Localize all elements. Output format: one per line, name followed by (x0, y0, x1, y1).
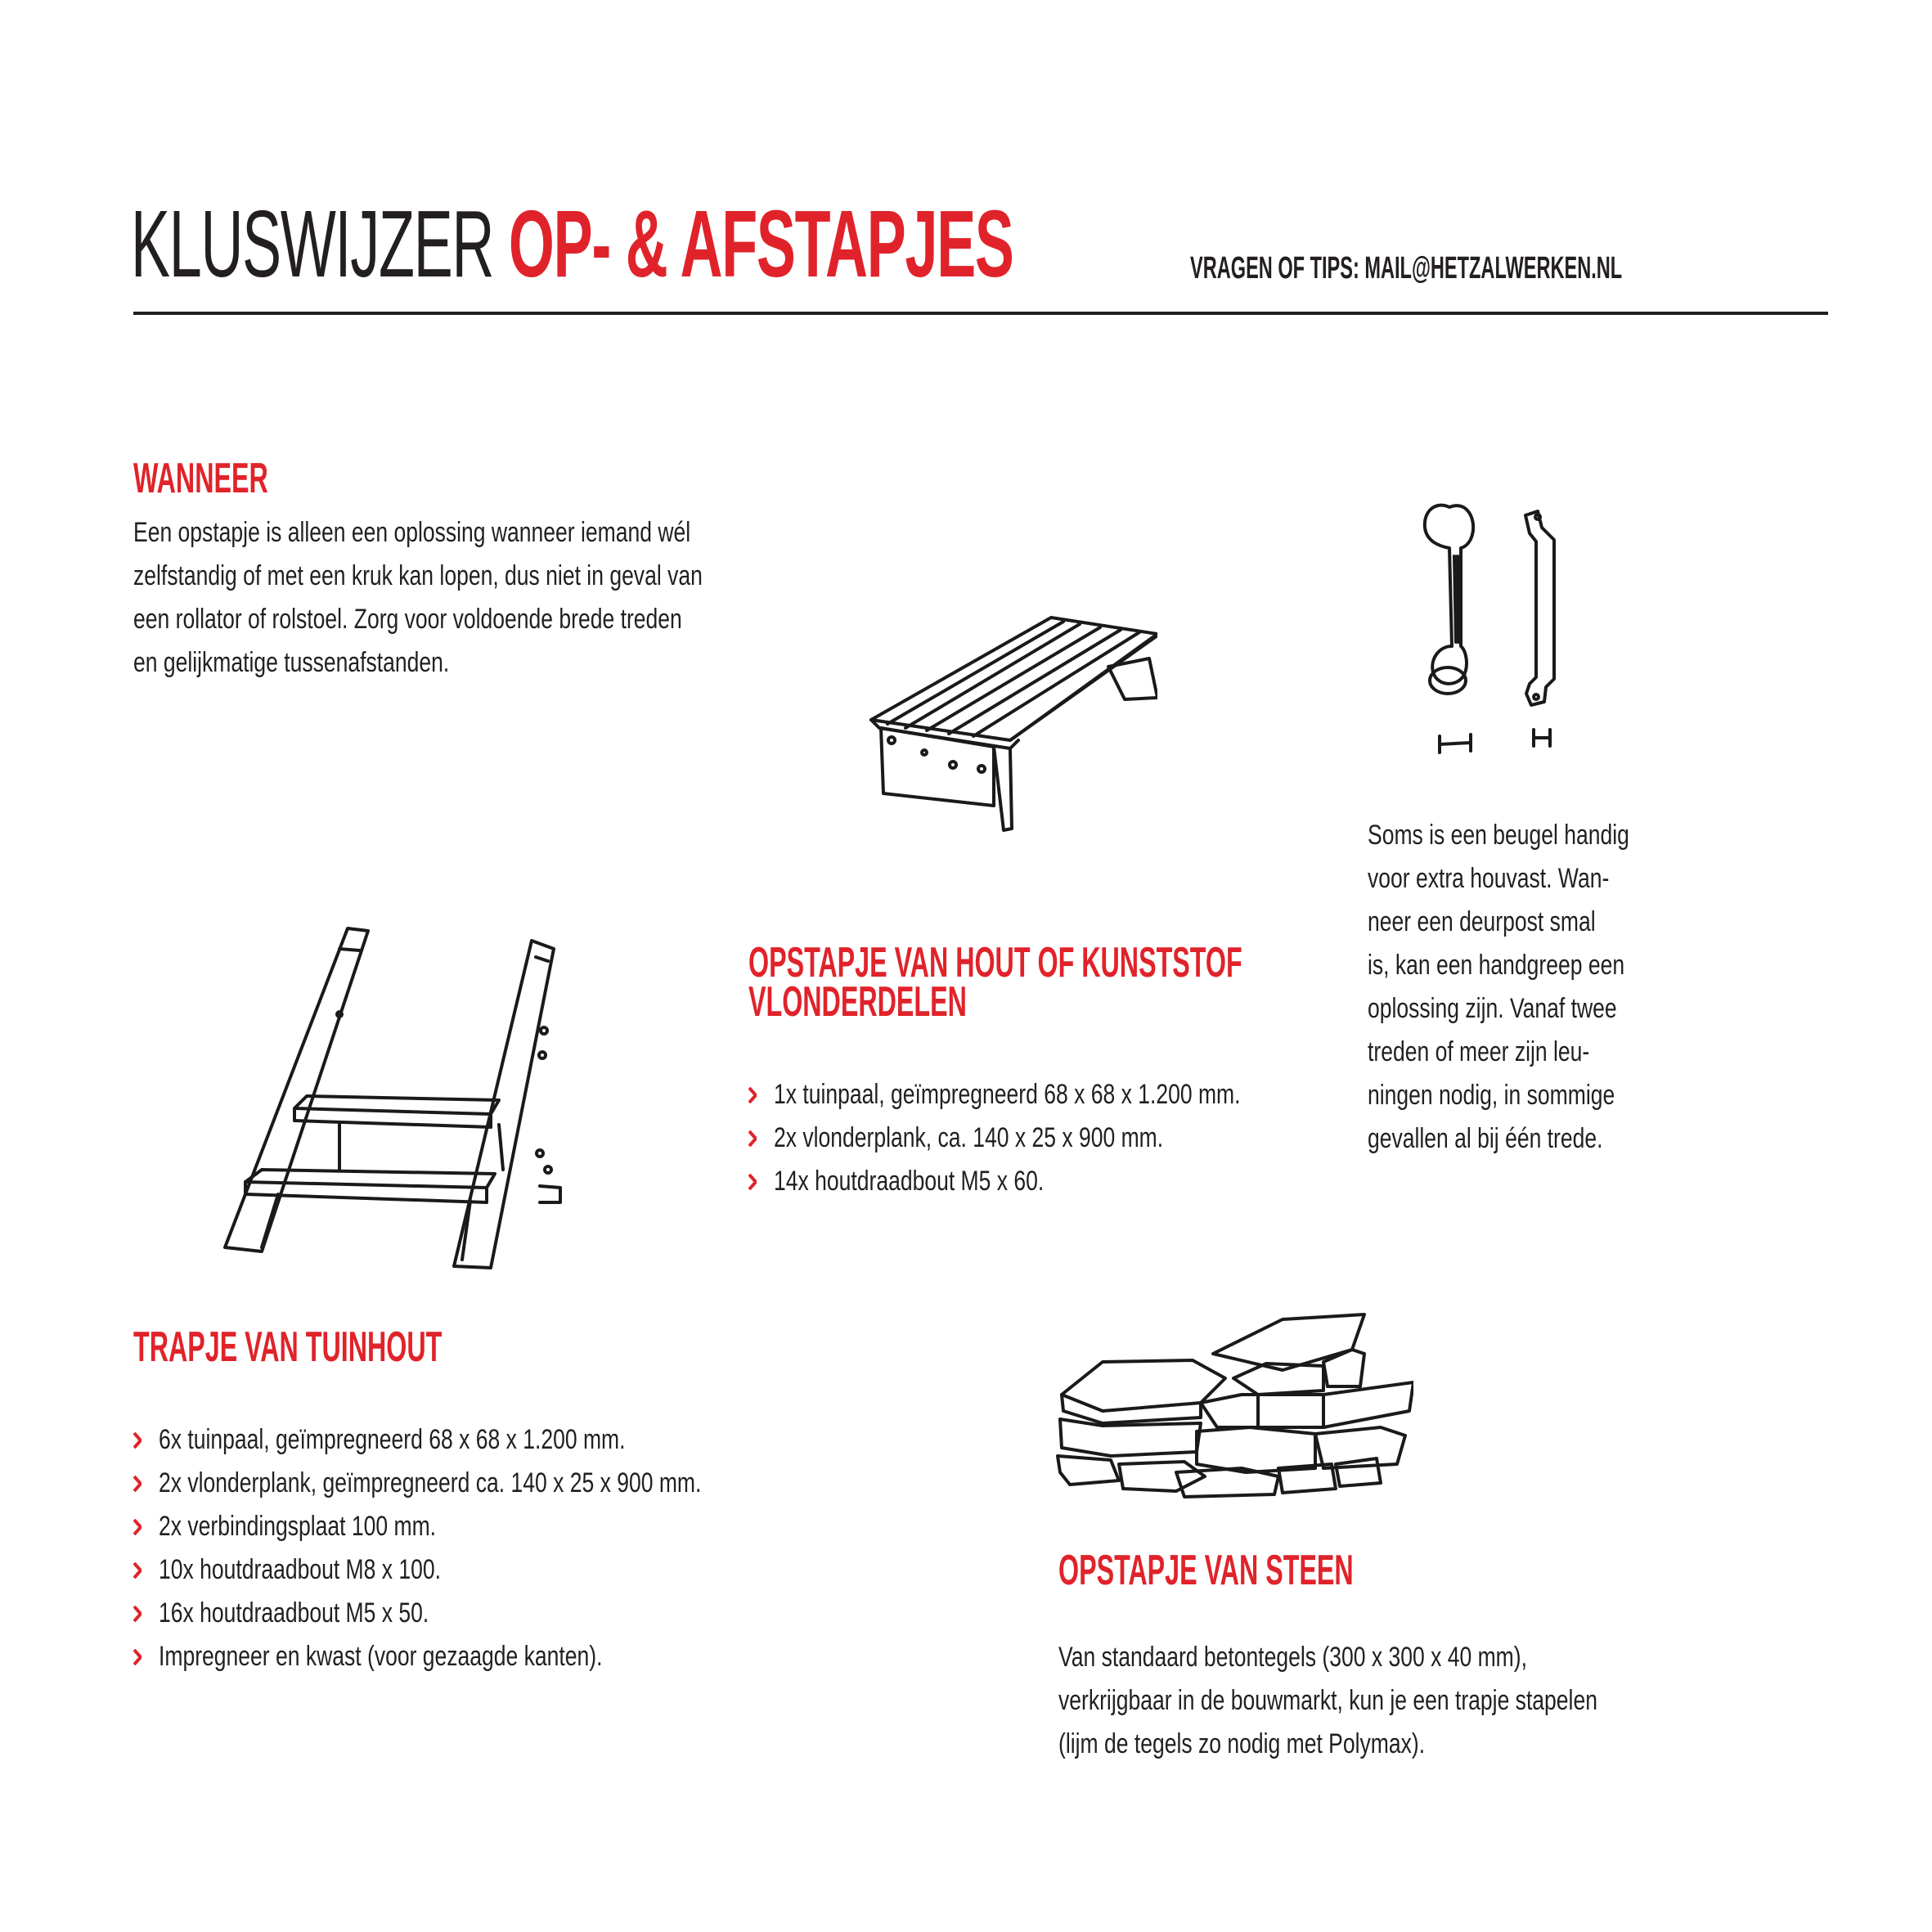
list-item-text: 14x houtdraadbout M5 x 60. (774, 1166, 1045, 1197)
list-item-text: Impregneer en kwast (voor gezaagde kanten). (159, 1641, 603, 1672)
wanneer-line: zelfstandig of met een kruk kan lopen, dus niet in geval van (133, 560, 703, 591)
steen-line: (lijm de tegels zo nodig met Polymax). (1058, 1728, 1426, 1759)
list-item (133, 1462, 854, 1505)
bullet-icon (133, 1562, 142, 1579)
beugel-paragraph (1368, 814, 1662, 1161)
hout-heading-line: VLONDERDELEN (748, 978, 967, 1026)
beugel-line: neer een deurpost smal (1368, 906, 1596, 937)
bullet-icon (133, 1606, 142, 1622)
bullet-icon (133, 1432, 142, 1449)
beugel-line: is, kan een handgreep een (1368, 950, 1625, 981)
header-divider (133, 312, 1828, 315)
list-item (133, 1592, 854, 1635)
garden-wood-stair-sketch (217, 924, 577, 1284)
bullet-icon (748, 1087, 757, 1103)
beugel-line: Soms is een beugel handig (1368, 820, 1629, 851)
contact-text: VRAGEN OF TIPS: MAIL@HETZALWERKEN.NL (1190, 251, 1623, 285)
list-item-text: 2x vlonderplank, geïmpregneerd ca. 140 x 25 x 900 mm. (159, 1467, 702, 1498)
steen-line: Van standaard betontegels (300 x 300 x 40 mm), (1058, 1642, 1527, 1673)
wanneer-line: en gelijkmatige tussenafstanden. (133, 647, 450, 678)
steen-paragraph (1058, 1636, 1713, 1766)
beugel-line: treden of meer zijn leu- (1368, 1036, 1590, 1067)
section-heading-steen (1058, 1547, 1534, 1594)
section-heading-trapje (133, 1323, 631, 1371)
list-item-text: 2x vlonderplank, ca. 140 x 25 x 900 mm. (774, 1122, 1164, 1153)
bullet-icon (748, 1174, 757, 1190)
wanneer-line: Een opstapje is alleen een oplossing wanneer iemand wél (133, 517, 691, 548)
wanneer-line: een rollator of rolstoel. Zorg voor voldoende brede treden (133, 604, 682, 635)
list-item-text: 16x houtdraadbout M5 x 50. (159, 1597, 429, 1629)
list-item (133, 1548, 854, 1592)
wooden-step-sketch (863, 601, 1157, 838)
page-title-accent: OP- & AFSTAPJES (508, 191, 1013, 297)
hout-heading-line: OPSTAPJE VAN HOUT OF KUNSTSTOF (748, 939, 1242, 986)
beugel-line: voor extra houvast. Wan- (1368, 863, 1610, 894)
section-heading-hout (748, 939, 1545, 986)
bullet-icon (133, 1476, 142, 1492)
beugel-line: gevallen al bij één trede. (1368, 1123, 1603, 1154)
steen-heading-text: OPSTAPJE VAN STEEN (1058, 1547, 1354, 1594)
bullet-icon (133, 1649, 142, 1665)
trapje-materials-list (133, 1418, 854, 1678)
beugel-line: ningen nodig, in sommige (1368, 1080, 1615, 1111)
contact-line (1190, 249, 1887, 287)
list-item (748, 1160, 1372, 1203)
wanneer-heading-text: WANNEER (133, 455, 268, 502)
section-heading-hout-2 (748, 978, 1100, 1026)
hout-materials-list (748, 1073, 1372, 1203)
list-item-text: 1x tuinpaal, geïmpregneerd 68 x 68 x 1.200 mm. (774, 1079, 1241, 1110)
list-item-text: 2x verbindingsplaat 100 mm. (159, 1511, 437, 1542)
list-item (133, 1505, 854, 1548)
wanneer-paragraph (133, 511, 722, 685)
trapje-heading-text: TRAPJE VAN TUINHOUT (133, 1323, 443, 1371)
steen-line: verkrijgbaar in de bouwmarkt, kun je een trapje stapelen (1058, 1685, 1597, 1716)
list-item-text: 6x tuinpaal, geïmpregneerd 68 x 68 x 1.200 mm. (159, 1424, 626, 1455)
beugel-line: oplossing zijn. Vanaf twee (1368, 993, 1617, 1024)
list-item (133, 1418, 854, 1462)
stone-tile-step-sketch (1054, 1305, 1413, 1517)
section-heading-wanneer (133, 455, 351, 502)
list-item (748, 1073, 1372, 1117)
bullet-icon (133, 1519, 142, 1535)
page-title-light: KLUSWIJZER (131, 191, 509, 297)
list-item-text: 10x houtdraadbout M8 x 100. (159, 1554, 442, 1585)
bullet-icon (748, 1130, 757, 1147)
list-item (748, 1117, 1372, 1160)
list-item (133, 1635, 854, 1678)
handrail-grips-sketch (1407, 491, 1587, 761)
